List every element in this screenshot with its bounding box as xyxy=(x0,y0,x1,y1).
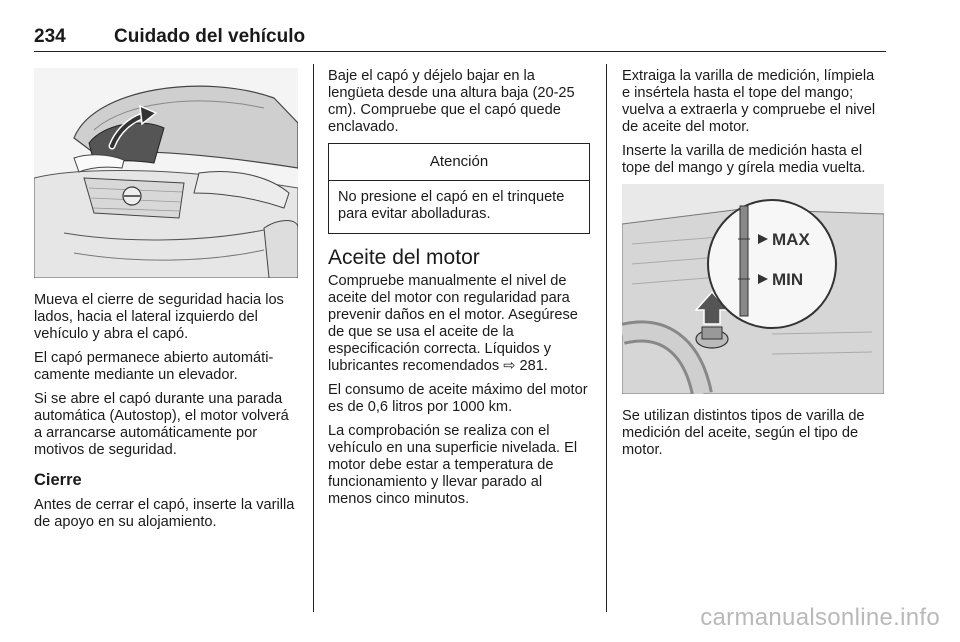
warning-text: No presione el capó en el trinquete para evitar abolladuras. xyxy=(338,189,565,222)
dipstick-min-label: MIN xyxy=(772,270,804,289)
engine-dipstick-drawing xyxy=(622,184,884,394)
paragraph: Antes de cerrar el capó, inserte la varilla de apoyo en su alojamiento. xyxy=(34,497,295,530)
paragraph: Inserte la varilla de medición hasta el tope del mango y gírela media vuelta. xyxy=(622,143,866,176)
hood-latch-illustration xyxy=(34,68,298,278)
paragraph: La comprobación se realiza con el vehículo en una superficie nivelada. El motor debe estar a temperatura de funcionamiento y llevar parado al menos cinco minutos. xyxy=(328,423,578,507)
car-hood-drawing xyxy=(34,68,298,278)
warning-box xyxy=(328,143,590,234)
page-header xyxy=(34,26,886,52)
paragraph: Si se abre el capó durante una parada automática (Autostop), el motor volverá a arrancarse automáticamente por motivos de seguridad. xyxy=(34,391,289,458)
column-2 xyxy=(328,68,590,515)
paragraph: Extraiga la varilla de medición, límpiela e insértela hasta el tope del mango; vuelva a extraerla y compruebe el nivel de aceite del motor. xyxy=(622,68,876,135)
warning-title: Atención xyxy=(329,144,589,181)
section-heading-cierre: Cierre xyxy=(34,471,82,489)
paragraph: El consumo de aceite máximo del motor es de 0,6 litros por 1000 km. xyxy=(328,382,588,415)
paragraph: Se utilizan distintos tipos de varilla de medición del aceite, según el tipo de motor. xyxy=(622,408,865,458)
paragraph: Mueva el cierre de seguridad hacia los lados, hacia el lateral izquierdo del vehículo y abra el capó. xyxy=(34,292,284,342)
paragraph-text: Compruebe manualmente el nivel de aceite del motor con regularidad para prevenir daños en el motor. Asegúrese de que se usa el aceite de la especificación correcta. Líquidos y lubricantes recomendados xyxy=(328,273,578,374)
page-number: 234 xyxy=(34,26,66,47)
page-reference-icon: ⇨ xyxy=(503,358,516,374)
dipstick-max-label: MAX xyxy=(772,230,810,249)
paragraph xyxy=(328,273,590,375)
chapter-title: Cuidado del vehículo xyxy=(114,26,306,47)
column-divider-2 xyxy=(606,64,607,612)
column-1 xyxy=(34,68,298,538)
column-3 xyxy=(622,68,886,466)
paragraph: Baje el capó y déjelo bajar en la lengüeta desde una altura baja (20-25 cm). Compruebe que el capó quede enclavado. xyxy=(328,68,575,135)
dipstick-illustration xyxy=(622,184,884,394)
section-heading-aceite: Aceite del motor xyxy=(328,246,480,269)
page-reference-link[interactable]: 281. xyxy=(519,358,548,374)
column-divider-1 xyxy=(313,64,314,612)
paragraph: El capó permanece abierto automáticamente mediante un elevador. xyxy=(34,350,274,383)
watermark: carmanualsonline.info xyxy=(700,604,940,631)
